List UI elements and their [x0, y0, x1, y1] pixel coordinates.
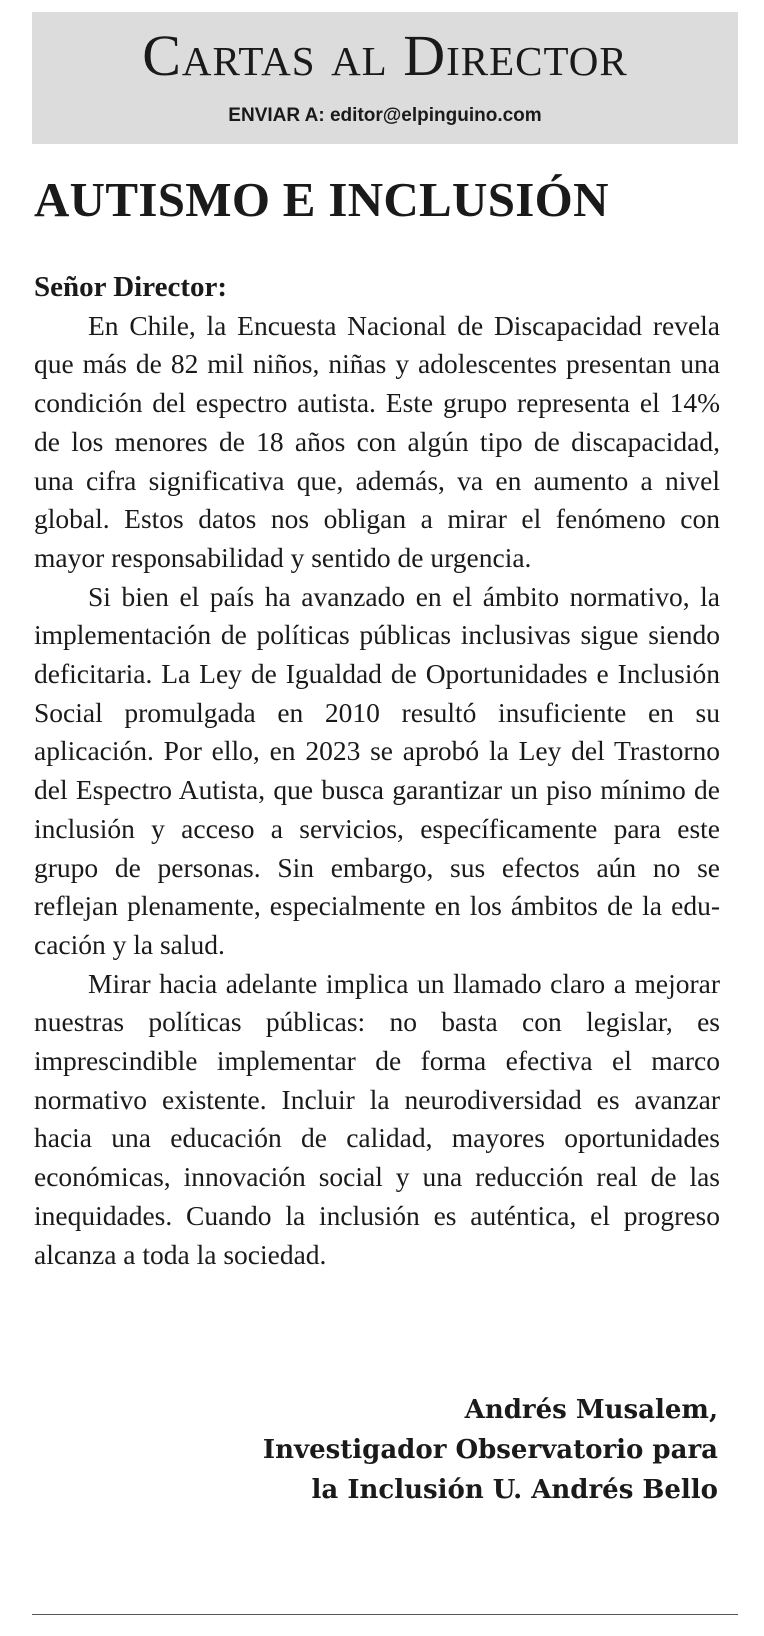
- signature-role-line-1: Investigador Observatorio para: [262, 1435, 718, 1465]
- letter-body: [34, 268, 720, 1274]
- letter-salutation: Señor Director:: [34, 271, 228, 303]
- signature-role-line-2: la Inclusión U. Andrés Bello: [311, 1475, 718, 1505]
- signature-name: Andrés Musalem,: [464, 1395, 718, 1425]
- section-header: [32, 12, 738, 144]
- letter-paragraph-2: Si bien el país ha avanzado en el ámbito normativo, la implementación de políticas públicas inclusivas sigue siendo deficitaria. La Ley de Igualdad de Oportunidades e Inclusión Social promulgada en 2010 resultó insuficiente en su aplicación. Por ello, en 2023 se aprobó la Ley del Trastorno del Espectro Autista, que busca garantizar un piso mínimo de inclusión y acceso a servicios, específicamente para este grupo de personas. Sin embargo, sus efectos aún no se reflejan plenamente, especialmente en los ámbitos de la educación y la salud.: [34, 580, 720, 960]
- letter-paragraph-3: Mirar hacia adelante implica un llamado claro a mejorar nuestras políticas públicas: no basta con legislar, es imprescindible implementar de forma efectiva el marco normativo existente. Incluir la neurodiversidad es avanzar hacia una educación de calidad, mayores oportunidades económicas, innovación social y una reducción real de las inequidades. Cuando la inclusión es auténtica, el progreso alcanza a toda la sociedad.: [34, 967, 720, 1270]
- letter-headline: AUTISMO E INCLUSIÓN: [34, 172, 609, 227]
- send-to-email: ENVIAR A: editor@elpinguino.com: [228, 105, 542, 126]
- section-title: Cartas al Director: [142, 23, 628, 88]
- letter-paragraph-1: En Chile, la Encuesta Nacional de Discapacidad revela que más de 82 mil niños, niñas y adolescentes presentan una condición del espectro autista. Este grupo representa el 14% de los menores de 18 años con algún tipo de discapacidad, una cifra significativa que, además, va en aumento a nivel global. Estos datos nos obligan a mirar el fenómeno con mayor responsabilidad y sentido de urgencia.: [34, 309, 720, 573]
- bottom-divider: [32, 1614, 738, 1615]
- letter-signature: [263, 1390, 718, 1510]
